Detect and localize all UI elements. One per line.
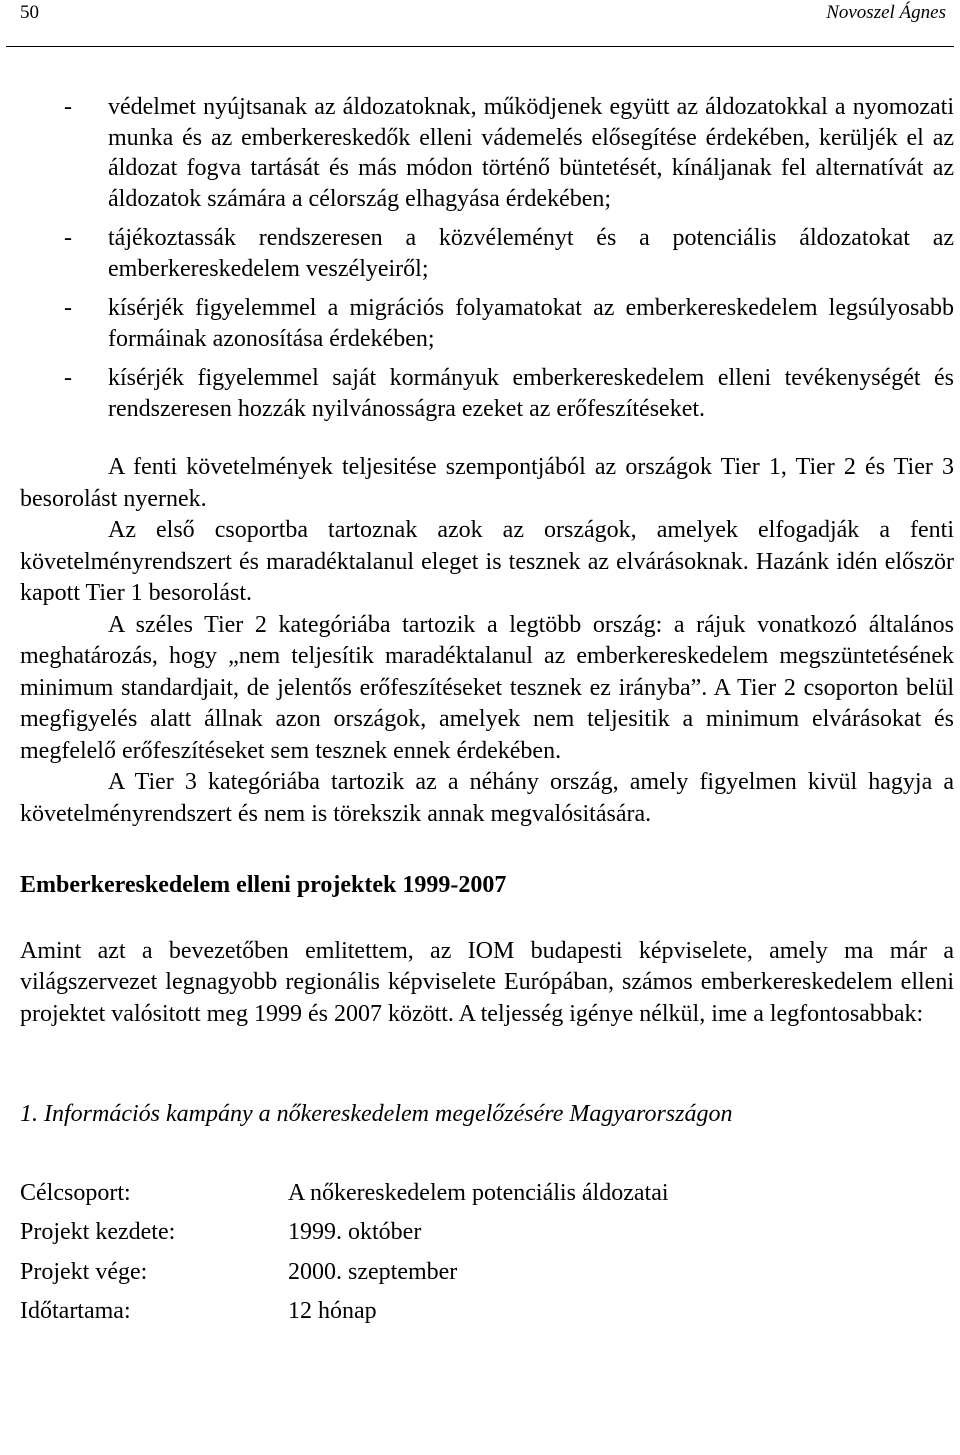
info-label: Projekt vége: [20, 1258, 148, 1285]
info-row-end [20, 1253, 954, 1293]
bullet-dash: - [64, 94, 72, 120]
page-body [20, 92, 954, 1332]
list-item [20, 363, 954, 424]
info-label: Célcsoport: [20, 1179, 131, 1206]
section-heading: Emberkereskedelem elleni projektek 1999-2007 [20, 872, 507, 898]
bullet-text: kísérjék figyelemmel saját kormányuk emberkereskedelem elleni tevékenységét és rendszeresen hozzák nyilvánosságra ezeket az erőfeszítéseket. [108, 365, 954, 422]
info-value: 2000. szeptember [288, 1258, 458, 1285]
project-info [20, 1174, 954, 1332]
list-item [20, 92, 954, 214]
info-label: Időtartama: [20, 1298, 131, 1324]
bullet-dash: - [64, 225, 72, 251]
bullet-dash: - [64, 295, 72, 321]
paragraph-tier-2: A széles Tier 2 kategóriába tartozik a legtöbb ország: a rájuk vonatkozó általános meghatározás, hogy „nem teljesítik maradéktalanul az emberkereskedelem megszüntetésének minimum standardjait, de jelentős erőfeszítéseket tesznek ez irányba”. A Tier 2 csoporton belül megfigyelés alatt állnak azon országok, amelyek nem teljesitik a minimum elvárásokat és megfelelő erőfeszítéseket sem tesznek ennek érdekében. [20, 611, 954, 764]
bullet-text: védelmet nyújtsanak az áldozatoknak, működjenek együtt az áldozatokkal a nyomozati munka és az emberkereskedők elleni vádemelés elősegítése érdekében, kerüljék el az áldozat fogva tartását és más módon történő büntetését, kínáljanak fel alternatívát az áldozatok számára a célország elhagyása érdekében; [108, 94, 954, 212]
paragraph-tier-1: Az első csoportba tartoznak azok az országok, amelyek elfogadják a fenti követelményrendszert és maradéktalanul eleget is tesznek az elvárásoknak. Hazánk idén először kapott Tier 1 besorolást. [20, 517, 954, 606]
info-label: Projekt kezdete: [20, 1219, 176, 1245]
list-item [20, 223, 954, 284]
info-row-start [20, 1213, 954, 1253]
header-rule [6, 46, 954, 47]
info-value: 1999. október [288, 1219, 422, 1245]
bullet-list [20, 92, 954, 424]
running-head-author: Novoszel Ágnes [826, 2, 946, 23]
info-value: 12 hónap [288, 1298, 377, 1324]
bullet-dash: - [64, 365, 72, 391]
info-row-target-group [20, 1174, 954, 1214]
paragraph-tier-3: A Tier 3 kategóriába tartozik az a néhány ország, amely figyelmen kivül hagyja a követelményrendszert és nem is törekszik annak megvalósitására. [20, 769, 954, 827]
paragraph-tier-intro: A fenti követelmények teljesitése szempontjából az országok Tier 1, Tier 2 és Tier 3 besorolást nyernek. [20, 454, 954, 512]
bullet-text: kísérjék figyelemmel a migrációs folyamatokat az emberkereskedelem legsúlyosabb formáinak azonosítása érdekében; [108, 295, 954, 352]
page-header [0, 0, 960, 50]
info-row-duration [20, 1292, 954, 1332]
bullet-text: tájékoztassák rendszeresen a közvéleményt és a potenciális áldozatokat az emberkereskedelem veszélyeiről; [108, 225, 954, 282]
info-value: A nőkereskedelem potenciális áldozatai [288, 1179, 669, 1206]
project-title: 1. Információs kampány a nőkereskedelem megelőzésére Magyarországon [20, 1101, 733, 1127]
page-number: 50 [20, 2, 39, 23]
list-item [20, 293, 954, 354]
section-intro: Amint azt a bevezetőben emlitettem, az IOM budapesti képviselete, amely ma már a világszervezet legnagyobb regionális képviselete Európában, számos emberkereskedelem elleni projektet valósitott meg 1999 és 2007 között. A teljesség igénye nélkül, ime a legfontosabbak: [20, 937, 954, 1027]
